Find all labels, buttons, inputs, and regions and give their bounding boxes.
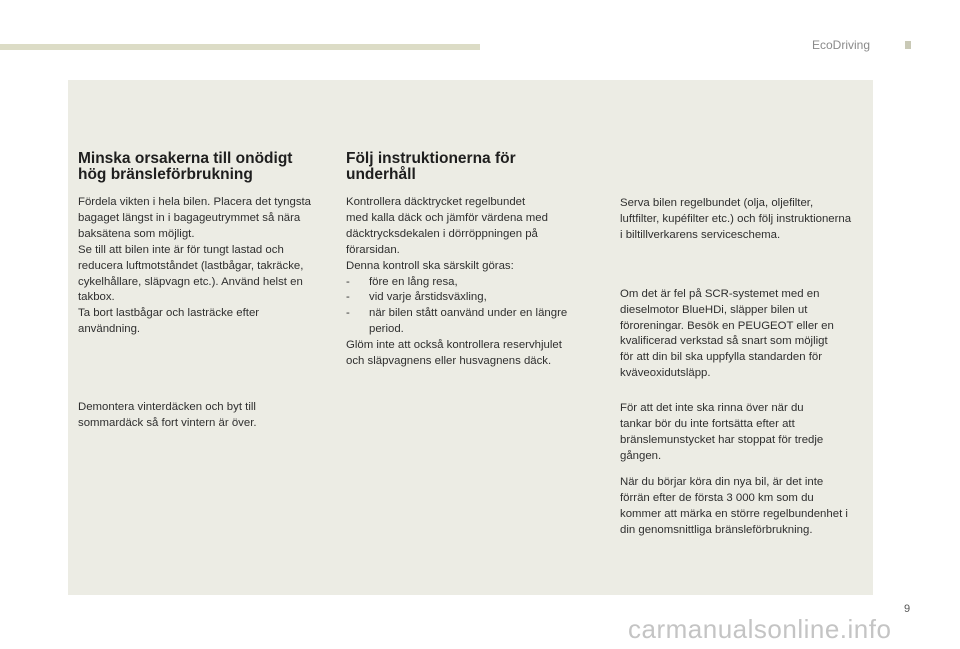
middle-heading-line2: underhåll (346, 166, 416, 183)
text-line: kommer att märka en större regelbundenhet i (620, 507, 848, 520)
text-line: Se till att bilen inte är för tungt lastad och (78, 243, 284, 256)
tyre-pressure-paragraph (346, 195, 596, 275)
left-column (78, 151, 333, 432)
text-line: användning. (78, 323, 141, 336)
text-line: bagaget längst in i bagageutrymmet så nära (78, 211, 301, 224)
text-line: sommardäck så fort vintern är över. (78, 417, 257, 430)
text-line: För att det inte ska rinna över när du (620, 402, 804, 415)
spare-wheel-paragraph (346, 338, 596, 370)
header-accent-bar (0, 44, 480, 50)
list-item: - när bilen stått oanvänd under en längre period. (346, 306, 596, 338)
left-heading-line2: hög bränsleförbrukning (78, 166, 253, 183)
text-line: baksätena som möjligt. (78, 227, 195, 240)
middle-heading-line1: Följ instruktionerna för (346, 150, 516, 167)
text-line: förrän efter de första 3 000 km som du (620, 491, 814, 504)
text-line: Om det är fel på SCR-systemet med en (620, 287, 820, 300)
winter-tyres-paragraph (78, 400, 333, 432)
list-item: - vid varje årstidsväxling, (346, 290, 596, 306)
right-column (620, 196, 870, 538)
list-item: - före en lång resa, (346, 275, 596, 291)
text-line: Demontera vinterdäcken och byt till (78, 401, 256, 414)
text-line: kvalificerad verkstad så snart som möjligt (620, 335, 828, 348)
text-line: din genomsnittliga bränsleförbrukning. (620, 523, 813, 536)
new-car-paragraph (620, 475, 870, 539)
text-line: föroreningar. Besök en PEUGEOT eller en (620, 319, 834, 332)
text-line: cykelhållare, släpvagn etc.). Använd helst en (78, 275, 303, 288)
text-line: förarsidan. (346, 243, 400, 256)
refuelling-paragraph (620, 401, 870, 465)
text-line: däcktrycksdekalen i dörröppningen på (346, 227, 538, 240)
left-heading-line1: Minska orsakerna till onödigt (78, 150, 293, 167)
text-line: gången. (620, 449, 662, 462)
check-list (346, 275, 596, 339)
page-number: 9 (904, 603, 911, 615)
middle-column (346, 151, 596, 370)
section-title: EcoDriving (812, 38, 871, 52)
text-line: för att din bil ska uppfylla standarden för (620, 351, 822, 364)
text-line: och släpvagnens eller husvagnens däck. (346, 355, 552, 368)
text-line: kväveoxidutsläpp. (620, 367, 711, 380)
text-line: Denna kontroll ska särskilt göras: (346, 259, 514, 272)
text-line: Fördela vikten i hela bilen. Placera det tyngsta (78, 196, 312, 208)
weight-paragraph (78, 195, 333, 338)
text-line: Glöm inte att också kontrollera reservhjulet (346, 339, 562, 352)
text-line: Serva bilen regelbundet (olja, oljefilter, (620, 197, 814, 209)
text-line: tankar bör du inte fortsätta efter att (620, 418, 795, 431)
middle-heading (346, 151, 596, 183)
text-line: med kalla däck och jämför värdena med (346, 211, 548, 224)
text-line: reducera luftmotståndet (lastbågar, takräcke, (78, 259, 304, 272)
left-heading (78, 151, 333, 183)
text-line: luftfilter, kupéfilter etc.) och följ instruktionerna (620, 212, 852, 225)
text-line: Ta bort lastbågar och lasträcke efter (78, 307, 260, 320)
text-line: bränslemunstycket har stoppat för tredje (620, 433, 824, 446)
watermark: carmanualsonline.info (628, 614, 892, 644)
text-line: Kontrollera däcktrycket regelbundet (346, 196, 526, 208)
text-line: dieselmotor BlueHDi, släpper bilen ut (620, 303, 808, 316)
text-line: takbox. (78, 291, 115, 304)
service-paragraph (620, 196, 870, 244)
text-line: När du börjar köra din nya bil, är det inte (620, 475, 824, 488)
scr-paragraph (620, 287, 870, 382)
section-marker (905, 41, 911, 49)
text-line: i biltillverkarens serviceschema. (620, 228, 781, 241)
